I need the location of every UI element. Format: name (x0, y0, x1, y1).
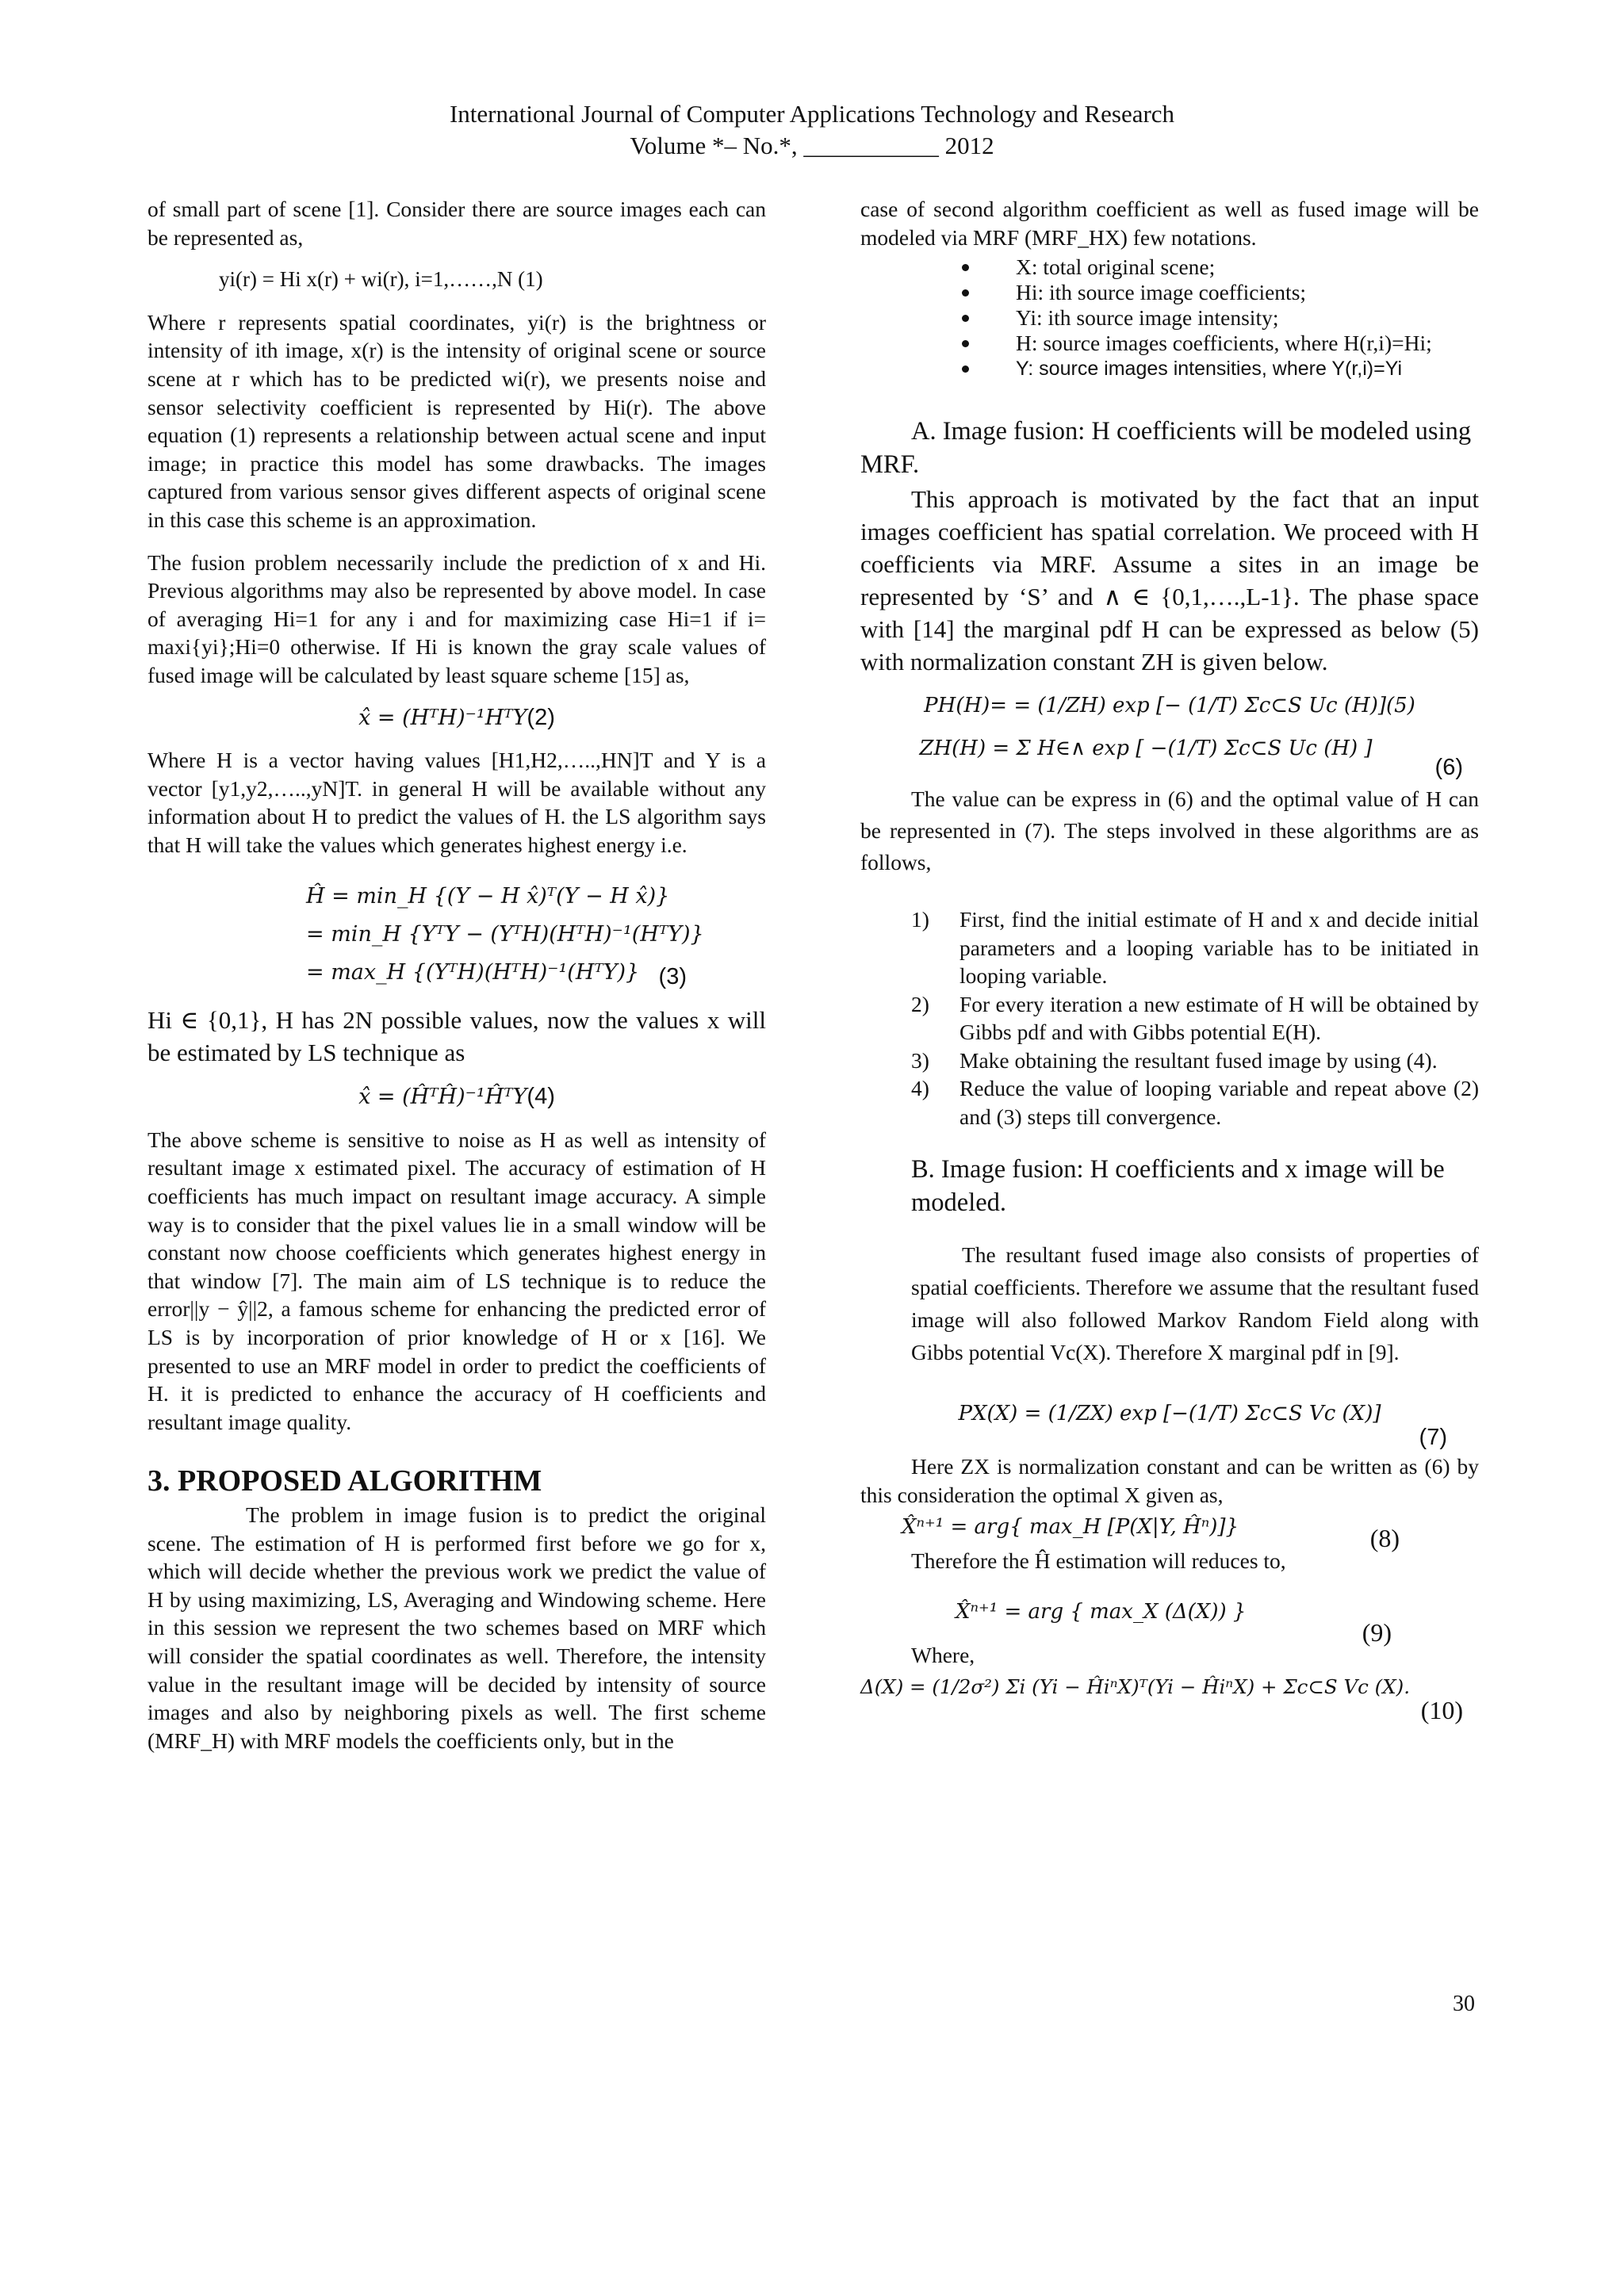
paragraph: This approach is motivated by the fact that an input images coefficient has spatial correlation. We proceed with H coefficients via MRF. Assume a sites in an image be represented by ‘S’ and ∧ ∈ {0,1,….,L-1}. The phase space with [14] the marginal pdf H can be expressed as below (5) with normalization constant ZH is given below. (860, 485, 1479, 676)
equation-3-line-3: = max_H {(YᵀH)(HᵀH)⁻¹(HᵀY)} (306, 959, 640, 985)
equation-1: yi(r) = Hi x(r) + wi(r), i=1,……,N (1) (219, 267, 543, 292)
paragraph: of small part of scene [1]. Consider there are source images each can be represented as, (147, 197, 766, 250)
step-item: 2) For every iteration a new estimate of H will be obtained by Gibbs pdf and with Gibbs potential E(H). (911, 991, 1479, 1045)
paragraph: The fusion problem necessarily include the prediction of x and Hi. Previous algorithms may also be represented by above model. In case of averaging Hi=1 for any i and for maximizing case Hi=1 if i= maxi{yi};Hi=0 otherwise. If Hi is known the gray scale values of fused image will be calculated by least square scheme [15] as, (147, 549, 766, 687)
bullet-icon (962, 315, 969, 322)
list-item: H: source images coefficients, where H(r,i)=Hi; (860, 331, 1479, 356)
running-header (0, 98, 1624, 162)
page-number: 30 (1453, 1992, 1475, 2016)
equation-4-body: x̂ = (ĤᵀĤ)⁻¹ĤᵀY (358, 1085, 527, 1110)
equation-7 (860, 1400, 1479, 1451)
paragraph: Here ZX is normalization constant and can be written as (6) by this consideration the optimal X given as, (860, 1453, 1479, 1507)
list-item: Yi: ith source image intensity; (860, 305, 1479, 331)
subsection-heading-b: B. Image fusion: H coefficients and x image will be modeled. (911, 1155, 1445, 1218)
equation-9-body: X̂ⁿ⁺¹ = arg { max_X (Δ(X)) } (956, 1600, 1247, 1624)
paragraph: The value can be express in (6) and the optimal value of H can be represented in (7). The steps involved in these algorithms are as follows, (860, 786, 1479, 875)
equation-9-number: (9) (1362, 1618, 1392, 1647)
paragraph: case of second algorithm coefficient as well as fused image will be modeled via MRF (MRF_HX) few notations. (860, 197, 1479, 250)
step-item: 3) Make obtaining the resultant fused image by using (4). (911, 1047, 1438, 1073)
equation-8-number: (8) (1369, 1524, 1400, 1553)
equation-8 (860, 1513, 1479, 1553)
bullet-icon (962, 365, 969, 373)
paragraph: Therefore the Ĥ estimation will reduces to, (911, 1548, 1286, 1573)
equation-4 (147, 1083, 766, 1112)
notation-list (860, 254, 1479, 381)
paragraph: The resultant fused image also consists of properties of spatial coefficients. Therefore we assume that the resultant fused image will also followed Markov Random Field along with Gibbs potential Vc(X). Therefore X marginal pdf in [9]. (911, 1242, 1479, 1365)
left-column (147, 195, 766, 1769)
equation-2 (147, 704, 766, 733)
bullet-icon (962, 264, 969, 271)
equation-4-number: (4) (527, 1084, 555, 1110)
list-item: X: total original scene; (860, 254, 1479, 280)
list-item: Hi: ith source image coefficients; (860, 280, 1479, 305)
paragraph: Where, (911, 1642, 975, 1667)
equation-7-number: (7) (1419, 1425, 1447, 1451)
equation-6 (860, 735, 1479, 780)
equation-6-number: (6) (1434, 754, 1463, 780)
section-heading: 3. PROPOSED ALGORITHM (147, 1464, 542, 1498)
equation-3-line-2: = min_H {YᵀY − (YᵀH)(HᵀH)⁻¹(HᵀY)} (306, 922, 704, 947)
equation-5: PH(H)= = (1/ZH) exp [− (1/T) Σc⊂S Uc (H)](5) (924, 694, 1415, 718)
bullet-icon (962, 289, 969, 297)
list-item: Y: source images intensities, where Y(r,i)=Yi (860, 356, 1479, 381)
equation-3-line-1: Ĥ = min_H {(Y − H x̂)ᵀ(Y − H x̂)} (306, 884, 670, 909)
equation-10-body: Δ(X) = (1/2σ²) Σi (Yi − ĤiⁿX)ᵀ(Yi − ĤiⁿX) + Σc⊂S Vc (X). (860, 1674, 1411, 1698)
right-column (860, 195, 1479, 1724)
subsection-heading-a: A. Image fusion: H coefficients will be modeled using MRF. (860, 417, 1472, 480)
equation-2-body: x̂ = (HᵀH)⁻¹HᵀY (358, 705, 527, 730)
paragraph: The problem in image fusion is to predict the original scene. The estimation of H is performed first before we go for x, which will decide whether the previous work we predict the value of H by using maximizing, LS, Averaging and Windowing scheme. Here in this session we represent the two schemes based on MRF which will consider the spatial coordinates as well. Therefore, the intensity value in the resultant image will be decided by intensity of source images and also by neighboring pixels as well. The first scheme (MRF_H) with MRF models the coefficients only, but in the (147, 1502, 766, 1753)
equation-3 (306, 882, 766, 989)
equation-10 (860, 1673, 1479, 1724)
paragraph: Hi ∈ {0,1}, H has 2N possible values, now the values x will be estimated by LS technique as (147, 1006, 766, 1067)
paragraph: Where H is a vector having values [H1,H2,…..,HN]T and Y is a vector [y1,y2,…..,yN]T. in general H will be available without any information about H to predict the values of H. the LS algorithm says that H will take the values which generates highest energy i.e. (147, 748, 766, 857)
equation-7-body: PX(X) = (1/ZX) exp [−(1/T) Σc⊂S Vc (X)] (958, 1402, 1381, 1426)
journal-title: International Journal of Computer Applications Technology and Research (449, 100, 1175, 128)
equation-2-number: (2) (527, 704, 555, 730)
equation-6-body: ZH(H) = Σ H∈∧ exp [ −(1/T) Σc⊂S Uc (H) ] (919, 736, 1373, 760)
equation-3-number: (3) (658, 963, 687, 989)
paragraph: The above scheme is sensitive to noise as H as well as intensity of resultant image x estimated pixel. The accuracy of estimation of H coefficients has much impact on resultant image accuracy. A simple way is to consider that the pixel values lie in a small window will be constant now choose coefficients which generates highest energy in that window [7]. The main aim of LS technique is to reduce the error||y − ŷ||2, a famous scheme for enhancing the predicted error of LS is by incorporation of prior knowledge of H or x [16]. We presented to use an MRF model in order to predict the coefficients of H. it is predicted to enhance the accuracy of H coefficients and resultant image quality. (147, 1127, 766, 1434)
step-item: 4) Reduce the value of looping variable and repeat above (2) and (3) steps till convergence. (911, 1076, 1479, 1129)
paragraph: Where r represents spatial coordinates, yi(r) is the brightness or intensity of ith image, x(r) is the intensity of original scene or source scene at r which has to be predicted wi(r), we presents noise and sensor selectivity coefficient is represented by Hi(r). The above equation (1) represents a relationship between actual scene and input image; in practice this model has some drawbacks. The images captured from various sensor gives different aspects of original scene in this case this scheme is an approximation. (147, 309, 766, 532)
step-item: 1) First, find the initial estimate of H and x and decide initial parameters and a looping variable has to be initiated in looping variable. (911, 907, 1479, 989)
volume-line: Volume *– No.*, ___________ 2012 (630, 132, 994, 159)
equation-9 (860, 1598, 1479, 1647)
equation-10-number: (10) (1420, 1695, 1463, 1724)
bullet-icon (962, 340, 969, 347)
equation-8-body: X̂ⁿ⁺¹ = arg{ max_H [P(X|Y, Ĥⁿ)]} (902, 1515, 1239, 1540)
algorithm-steps (860, 905, 1479, 1131)
